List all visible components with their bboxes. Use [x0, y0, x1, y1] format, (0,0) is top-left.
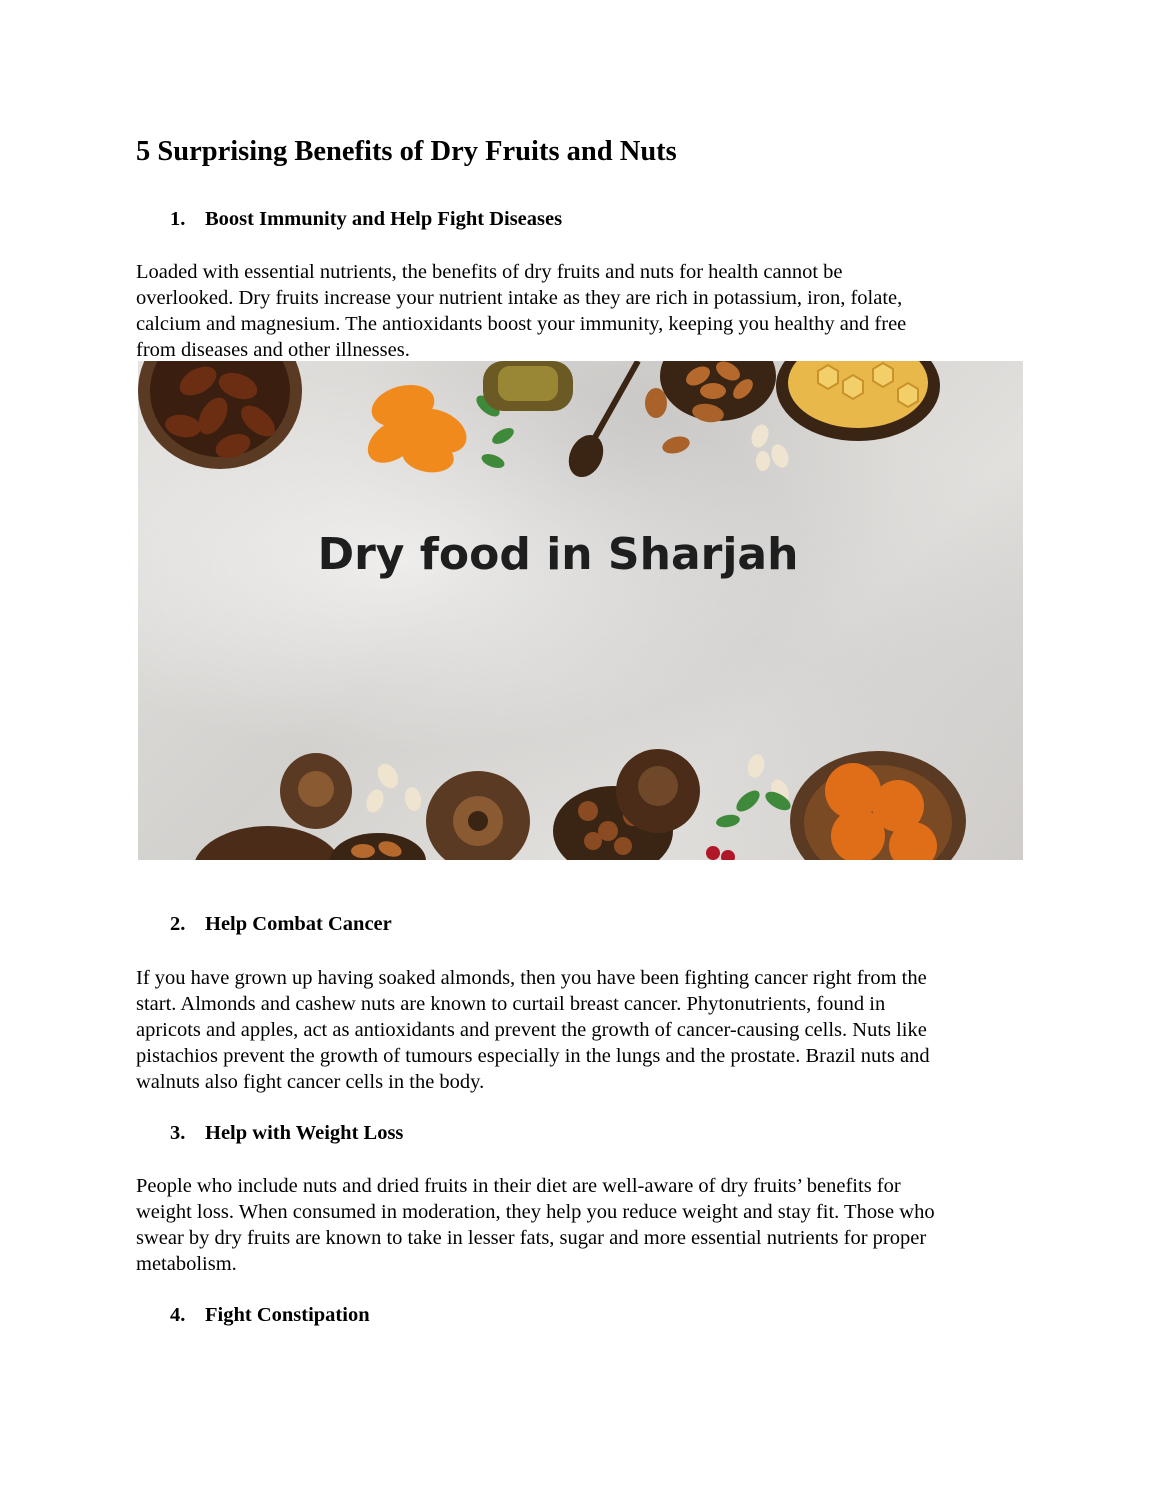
section-3-paragraph [136, 1173, 1036, 1277]
banner-image [138, 361, 1023, 860]
section-number: 4. [170, 1304, 186, 1326]
text-line: walnuts also fight cancer cells in the body. [136, 1071, 485, 1093]
section-number: 1. [170, 208, 186, 230]
section-2-heading [170, 913, 392, 936]
section-4-heading [170, 1304, 370, 1327]
text-line: metabolism. [136, 1253, 237, 1275]
section-3-heading [170, 1122, 403, 1145]
text-line: from diseases and other illnesses. [136, 339, 410, 361]
text-line: start. Almonds and cashew nuts are known to curtail breast cancer. Phytonutrients, found in [136, 993, 886, 1015]
section-title: Help Combat Cancer [205, 913, 392, 935]
dry-fruits-illustration [138, 361, 1023, 860]
text-line: People who include nuts and dried fruits in their diet are well-aware of dry fruits’ benefits for [136, 1175, 901, 1197]
banner-caption: Dry food in Sharjah [317, 529, 799, 580]
document-title: 5 Surprising Benefits of Dry Fruits and Nuts [136, 136, 677, 167]
text-line: weight loss. When consumed in moderation, they help you reduce weight and stay fit. Those who [136, 1201, 935, 1223]
text-line: calcium and magnesium. The antioxidants boost your immunity, keeping you healthy and free [136, 313, 907, 335]
section-title: Help with Weight Loss [205, 1122, 404, 1144]
text-line: Loaded with essential nutrients, the benefits of dry fruits and nuts for health cannot be [136, 261, 843, 283]
section-title: Boost Immunity and Help Fight Diseases [205, 208, 563, 230]
text-line: swear by dry fruits are known to take in lesser fats, sugar and more essential nutrients for proper [136, 1227, 927, 1249]
text-line: pistachios prevent the growth of tumours especially in the lungs and the prostate. Brazil nuts and [136, 1045, 930, 1067]
text-line: apricots and apples, act as antioxidants and prevent the growth of cancer-causing cells. Nuts like [136, 1019, 927, 1041]
text-line: overlooked. Dry fruits increase your nutrient intake as they are rich in potassium, iron, folate, [136, 287, 903, 309]
section-1-heading [170, 208, 562, 231]
text-line: If you have grown up having soaked almonds, then you have been fighting cancer right from the [136, 967, 927, 989]
section-1-paragraph [136, 259, 1036, 363]
section-number: 3. [170, 1122, 186, 1144]
section-number: 2. [170, 913, 186, 935]
section-2-paragraph [136, 965, 1036, 1095]
section-title: Fight Constipation [205, 1304, 370, 1326]
